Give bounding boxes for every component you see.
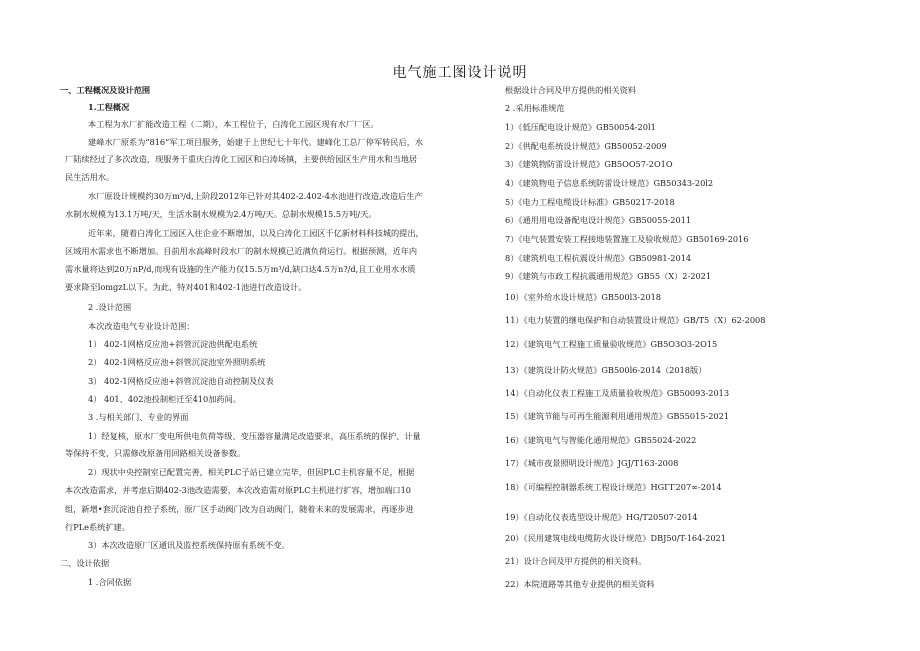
standard-item: 7）《电气装置安装工程接地装置施工及验收规范》GB50169-2016 [505,234,749,244]
standard-item: 17）《城市夜景照明设计规范》JGJ/T163-2008 [505,458,679,468]
paragraph-line: 区域用水需求也不断增加。目前用水高峰时段水厂的制水规模已近满负荷运行。根据预测，近年内 [65,246,418,256]
paragraph-line: 要求降至lomgzL以下。为此，特对401和402-1池进行改造设计。 [65,282,307,292]
standard-item: 8）《建筑机电工程抗震设计规范》GB50981-2014 [505,253,692,263]
paragraph-line: 本工程为水厂扩能改造工程（二期），本工程位于，白涛化工园区现有水厂厂区。 [88,119,379,129]
standard-item: 3）《建筑物防雷设计规范》GB5OO57-2O1O [505,159,673,169]
paragraph-line: 2）现状中央控制室已配置完善，相关PLC子站已建立完毕，但因PLC主机容量不足，根据 [88,467,415,477]
subsection-heading: 1.工程概况 [88,102,130,112]
standard-item: 5）《电力工程电缆设计标准》GB50217-2018 [505,197,675,207]
paragraph-line: 需水量将达到20万nP/d,而现有设施的生产能力仅15.5万m³/d,缺口达4.5万n?/d,且工业用水水质 [65,264,416,274]
standard-item: 1）《低压配电设计规范》GB50054-20l1 [505,122,656,132]
standard-item: 11）《电力装置的继电保护和自动装置设计规范》GB/T5（X）62-2008 [505,315,766,325]
standard-item: 14）《自动化仪表工程施工及质量验收规范》GB50093-2013 [505,388,730,398]
paragraph-line: 建峰水厂原系为“816”军工项目服务，始建于上世纪七十年代。建峰化工总厂停军转民后，水 [88,137,424,147]
paragraph-line: 本次改造需求，并考虑后期402-3池改造需要，本次改造需对原PLC主机进行扩容，增加端口10 [65,485,411,495]
paragraph-line: 组，新增•套沉淀池自控子系统，原厂区手动阀门改为自动阀门，随着未来的发展需求，再逐步进 [65,504,414,514]
list-item: 3） 402-1网格反应池+斜管沉淀池自动控制及仪表 [88,376,274,386]
standard-item: 13）《建筑设计防火规范》GB500l6-2014（2018版） [505,365,707,375]
standard-item: 12）《建筑电气工程施工质量验收规范》GB5O3O3-2O15 [505,339,718,349]
paragraph-line: 厂陆续经过了多次改造，现服务于重庆白涛化工园区和白涛场镇，主要供给园区生产用水和当地居 [65,154,418,164]
subsection-heading: 1 .合同依据 [88,577,132,587]
standard-item: 16）《建筑电气与智能化通用规范》GB55024-2022 [505,435,697,445]
standard-item: 9）《建筑与市政工程抗震通用规范》GB55（X）2-2021 [505,271,712,281]
subsection-heading: 2 .设计范围 [88,302,132,312]
standard-item: 19）《自动化仪表选型设计规范》HG/T20507-2014 [505,512,698,522]
paragraph-line: 民生活用水。 [65,172,115,182]
standard-item: 21）设计合同及甲方提供的相关资料。 [505,556,647,566]
paragraph-line: 1）经复核，原水厂变电所供电负荷等级、变压器容量满足改造要求，高压系统的保护、计量 [88,431,421,441]
standard-item: 2）《供配电系统设计规范》GB50052-2009 [505,141,667,151]
paragraph-line: 等保持不变，只需修改原备用回路相关设备参数。 [65,448,246,458]
subsection-heading: 3 .与相关部门、专业的界面 [88,412,189,422]
list-item: 1） 402-1网格反应池+斜管沉淀池供配电系统 [88,339,258,349]
paragraph-line: 水厂原设计规模约30万m³/d,上阶段2012年已针对其402-2.402-4水池进行改造,改造后生产 [88,191,423,201]
standard-item: 20）《民用建筑电线电缆防火设计规范》DBJ50/T-164-2021 [505,533,726,543]
subsection-heading: 2 .采用标准规范 [505,103,565,113]
standard-item: 6）《通用用电设备配电设计规范》GB50055-2011 [505,215,692,225]
standard-item: 10）《室外给水设计规范》GB500l3-2018 [505,292,661,302]
paragraph-line: 3）本次改造原厂区通讯及监控系统保持原有系统不变。 [88,540,290,550]
standard-item: 22）本院道路等其他专业提供的相关资料 [505,579,655,589]
paragraph-line: 行PLe系统扩建。 [65,522,130,532]
paragraph-line: 本次改造电气专业设计范围： [88,321,195,331]
section-heading: 一、工程概况及设计范围 [60,85,151,95]
left-column [60,0,450,651]
page-title: 电气施工图设计说明 [392,65,528,81]
right-column [505,0,865,651]
paragraph-line: 水制水规模为13.1万吨/天，生活水制水规模为2.4万吨/天。总制水规模15.5万吨/天。 [65,209,377,219]
paragraph-line: 根据设计合同及甲方提供的相关资料 [505,85,637,95]
standard-item: 4）《建筑物电子信息系统防雷设计规范》GB50343-20l2 [505,178,714,188]
list-item: 2） 402-1网格反应池+斜管沉淀池室外照明系统 [88,357,266,367]
paragraph-line: 近年来，随着白涛化工园区入住企业不断增加，以及白涛化工园区千亿新材料科技城的提出， [88,228,424,238]
standard-item: 15）《建筑节能与可再生能源利用通用规范》GB55015-2021 [505,411,730,421]
list-item: 4） 401、402池投制柜迁至410加药间。 [88,394,241,404]
section-heading: 二、设计依据 [60,558,110,568]
standard-item: 18）《可编程控制器系统工程设计规范》HGΓΓ207∞-2014 [505,482,722,492]
